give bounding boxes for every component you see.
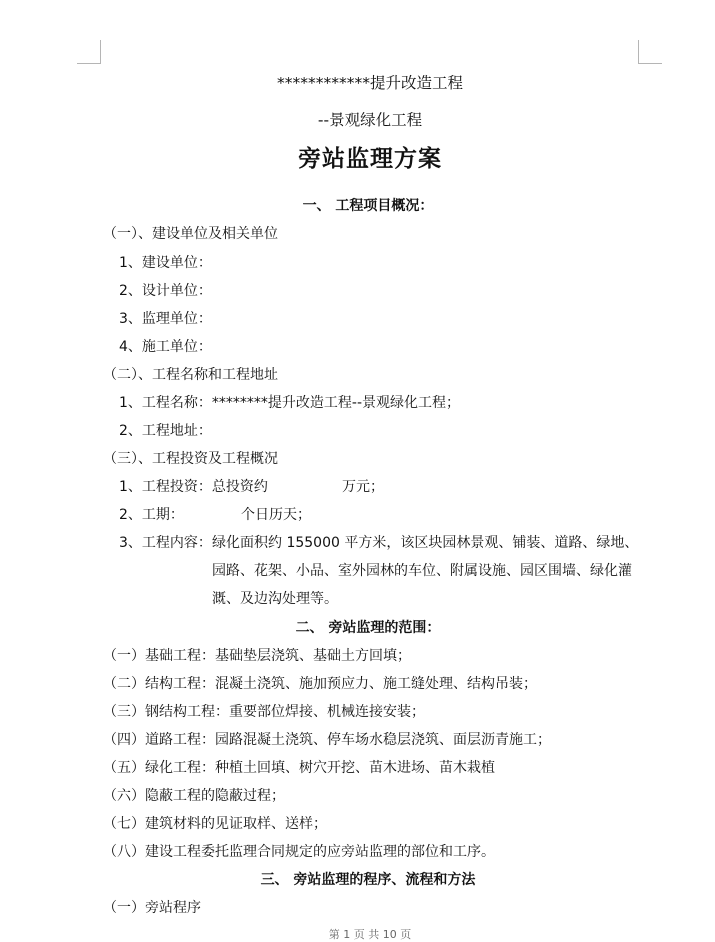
list-item: 2、工程地址：	[119, 423, 212, 439]
subheading-3-1: （一）旁站程序	[103, 900, 201, 916]
content-label: 3、工程内容：	[119, 535, 212, 551]
list-item: 3、监理单位：	[119, 311, 212, 327]
doc-main-title: 旁站监理方案	[298, 145, 442, 172]
list-item: 1、工程名称：********提升改造工程--景观绿化工程；	[119, 395, 461, 411]
section-heading-2: 二、 旁站监理的范围：	[295, 620, 441, 636]
investment-label: 1、工程投资：总投资约	[119, 479, 268, 495]
list-item: （一）基础工程：基础垫层浇筑、基础土方回填；	[103, 648, 411, 664]
content-text: 绿化面积约 155000 平方米，该区块园林景观、铺装、道路、绿地、园路、花架、小品、室外园林的车位、附属设施、园区围墙、绿化灌溉、及边沟处理等。	[212, 535, 639, 607]
list-item: （三）钢结构工程：重要部位焊接、机械连接安装；	[103, 704, 425, 720]
list-item: （四）道路工程：园路混凝土浇筑、停车场水稳层浇筑、面层沥青施工；	[103, 732, 551, 748]
crop-mark-top-right-h	[638, 63, 662, 64]
doc-title-line2: --景观绿化工程	[317, 111, 423, 129]
subheading-1-3: （三）、工程投资及工程概况	[103, 451, 278, 467]
subheading-1-2: （二）、工程名称和工程地址	[103, 367, 278, 383]
list-item: （七）建筑材料的见证取样、送样；	[103, 816, 327, 832]
list-item: 4、施工单位：	[119, 339, 212, 355]
list-item: 1、建设单位：	[119, 255, 212, 271]
section-heading-1: 一、 工程项目概况：	[302, 198, 434, 214]
duration-unit: 个日历天；	[241, 507, 311, 523]
list-item: （六）隐蔽工程的隐蔽过程；	[103, 788, 285, 804]
duration-label: 2、工期：	[119, 507, 184, 523]
section-heading-3: 三、 旁站监理的程序、流程和方法	[260, 872, 476, 888]
crop-mark-top-right-v	[638, 40, 639, 64]
list-item: 2、设计单位：	[119, 283, 212, 299]
subheading-1-1: （一）、建设单位及相关单位	[103, 226, 278, 242]
list-item: （五）绿化工程：种植土回填、树穴开挖、苗木进场、苗木栽植	[103, 760, 495, 776]
investment-unit: 万元；	[342, 479, 384, 495]
doc-title-line1: ************提升改造工程	[276, 74, 463, 92]
crop-mark-top-left-h	[77, 63, 101, 64]
list-item: （八）建设工程委托监理合同规定的应旁站监理的部位和工序。	[103, 844, 495, 860]
crop-mark-top-left-v	[100, 40, 101, 64]
page-footer: 第 1 页 共 10 页	[328, 928, 412, 941]
list-item: （二）结构工程：混凝土浇筑、施加预应力、施工缝处理、结构吊装；	[103, 676, 537, 692]
